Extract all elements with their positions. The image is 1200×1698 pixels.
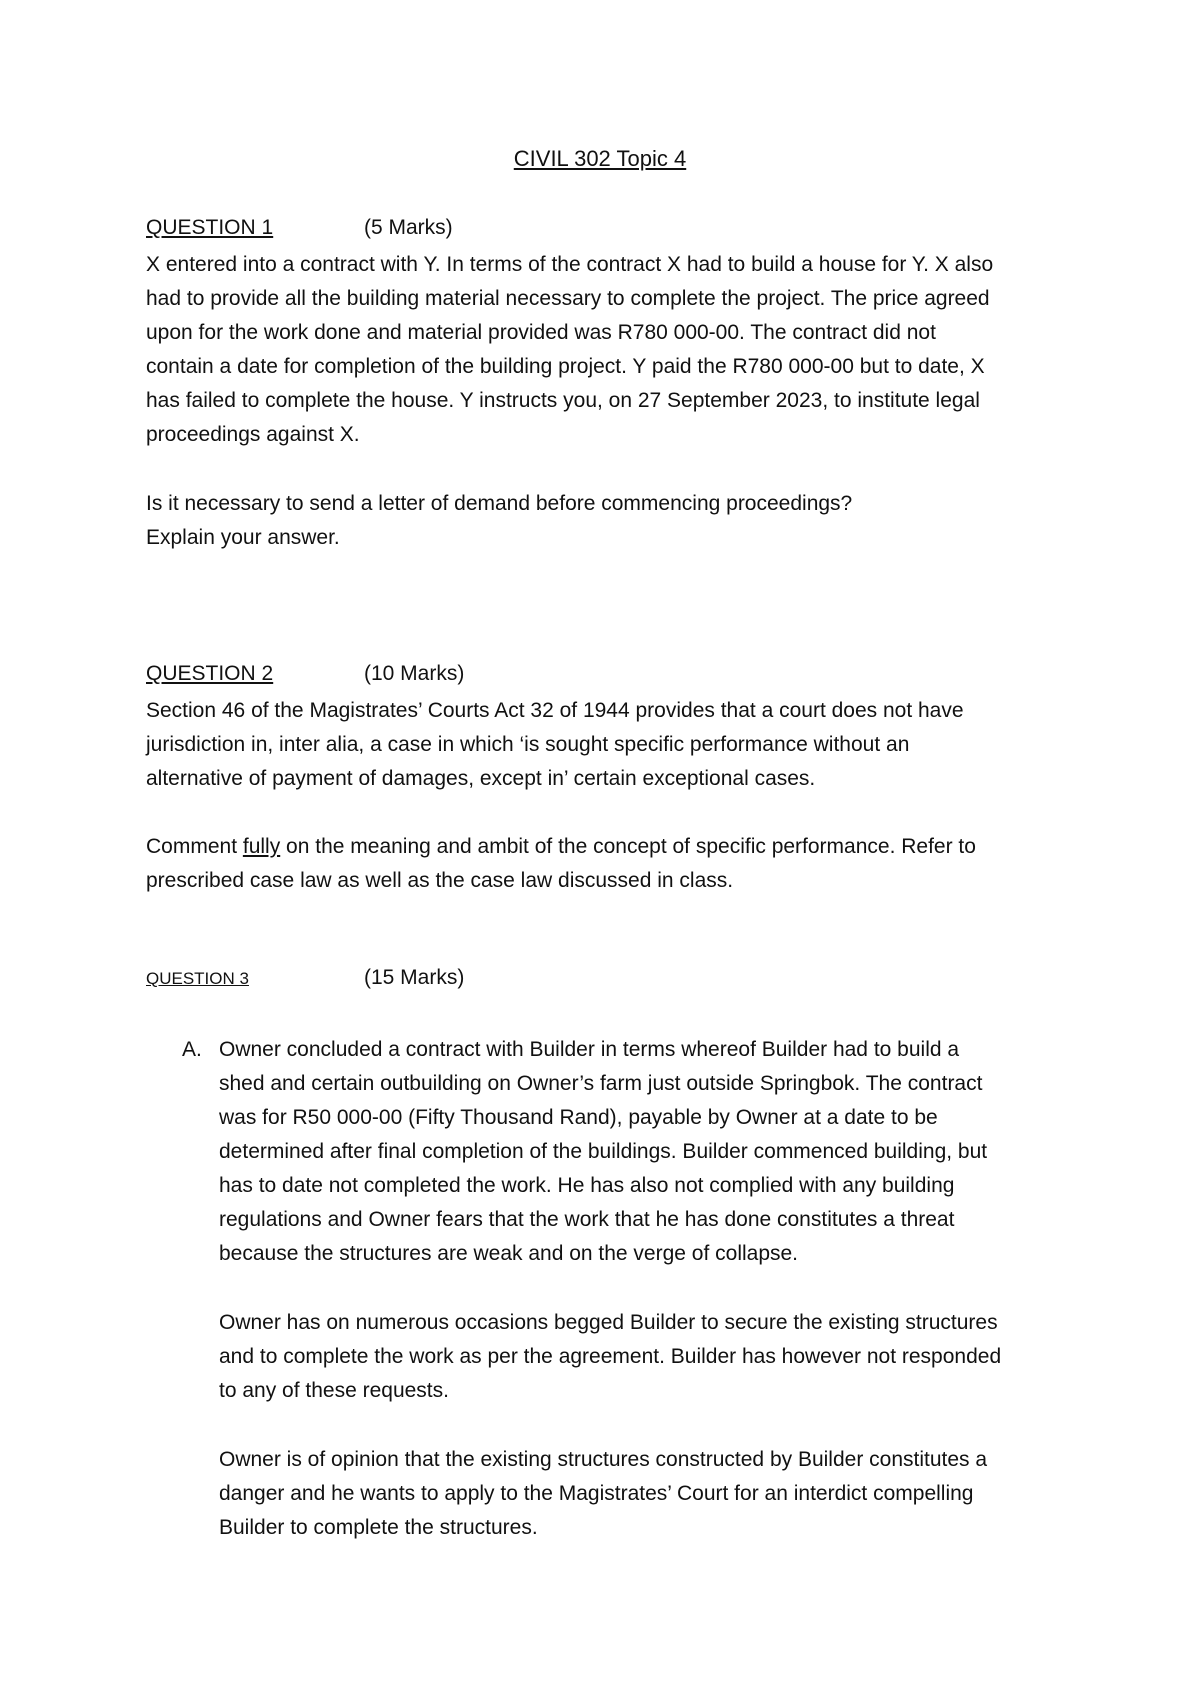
question-2-prompt [146,830,1066,898]
question-2-heading [146,662,465,686]
question-3-label: QUESTION 3 [146,969,249,988]
text-line: danger and he wants to apply to the Magistrates’ Court for an interdict compelling [219,1482,974,1505]
text-line: had to provide all the building material necessary to complete the project. The price agreed [146,287,990,310]
text-line: because the structures are weak and on the verge of collapse. [219,1242,799,1265]
text-line: proceedings against X. [146,423,360,446]
comment-emphasis: fully [242,835,281,858]
text-line: Owner has on numerous occasions begged Builder to secure the existing structures [219,1311,998,1334]
question-3-paragraph-3 [219,1443,1079,1545]
text-line [146,830,1066,864]
list-marker-a: A. [182,1038,202,1061]
question-2-marks: (10 Marks) [364,662,465,685]
text-line: alternative of payment of damages, except in’ certain exceptional cases. [146,767,816,790]
text-line: Section 46 of the Magistrates’ Courts Act 32 of 1944 provides that a court does not have [146,699,964,722]
document-title: CIVIL 302 Topic 4 [513,146,687,171]
question-1-marks: (5 Marks) [364,216,453,239]
question-1-body [146,248,1066,452]
text-line: contain a date for completion of the building project. Y paid the R780 000-00 but to date, X [146,355,985,378]
text-line: Builder to complete the structures. [219,1516,538,1539]
question-1-label: QUESTION 1 [146,216,274,239]
question-1-prompt [146,487,1066,555]
comment-post: on the meaning and ambit of the concept of specific performance. Refer to [280,835,976,858]
text-line: Owner concluded a contract with Builder in terms whereof Builder had to build a [219,1038,960,1061]
text-line: Explain your answer. [146,526,340,549]
question-3-heading [146,966,465,990]
text-line: jurisdiction in, inter alia, a case in which ‘is sought specific performance without an [146,733,910,756]
text-line: Is it necessary to send a letter of demand before commencing proceedings? [146,492,853,515]
text-line: regulations and Owner fears that the work that he has done constitutes a threat [219,1208,955,1231]
text-line: X entered into a contract with Y. In terms of the contract X had to build a house for Y. X also [146,253,994,276]
text-line: has to date not completed the work. He has also not complied with any building [219,1174,955,1197]
text-line: prescribed case law as well as the case law discussed in class. [146,869,734,892]
question-3-paragraph-1 [219,1033,1079,1271]
question-2-label: QUESTION 2 [146,662,274,685]
text-line: shed and certain outbuilding on Owner’s farm just outside Springbok. The contract [219,1072,983,1095]
question-2-body [146,694,1066,796]
question-3-marks: (15 Marks) [364,966,465,989]
question-1-heading [146,216,453,240]
question-3-paragraph-2 [219,1306,1079,1408]
text-line: Owner is of opinion that the existing structures constructed by Builder constitutes a [219,1448,988,1471]
text-line: and to complete the work as per the agreement. Builder has however not responded [219,1345,1002,1368]
text-line: determined after final completion of the buildings. Builder commenced building, but [219,1140,988,1163]
text-line: has failed to complete the house. Y instructs you, on 27 September 2023, to institute legal [146,389,980,412]
text-line: was for R50 000-00 (Fifty Thousand Rand), payable by Owner at a date to be [219,1106,938,1129]
text-line: to any of these requests. [219,1379,449,1402]
comment-pre: Comment [146,835,243,858]
text-line: upon for the work done and material provided was R780 000-00. The contract did not [146,321,936,344]
